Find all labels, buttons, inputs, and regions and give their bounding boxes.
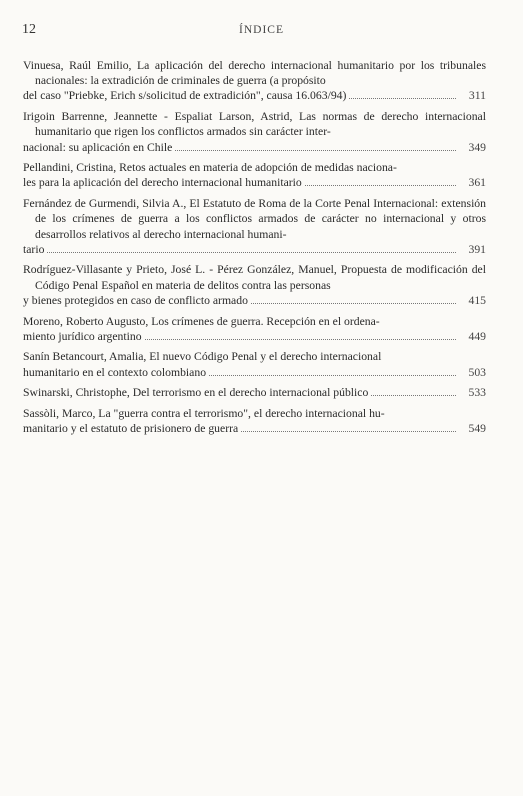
dot-leader [145,339,456,340]
toc-entry-text: Sanín Betancourt, Amalia, El nuevo Código Penal y el derecho internacional [23,350,382,364]
toc-entry-last-text: Swinarski, Christophe, Del terrorismo en el derecho internacional público [23,386,369,400]
toc-entry-last-text: tario [23,242,45,256]
toc-entry-last-line [23,140,486,155]
toc-entry-last-text: manitario y el estatuto de prisionero de guerra [23,422,239,436]
toc-page-number: 361 [468,176,486,190]
toc-page-number: 415 [468,293,486,307]
toc-entry-text: Fernández de Gurmendi, Silvia A., El Estatuto de Roma de la Corte Penal Internacional: extensión de los crímenes de guerra a los conflictos armados de carácter no internacional y otros desarrollos relativos al derecho internacional humani- [23,197,486,241]
toc-entry[interactable] [23,58,486,104]
toc-entry-last-text: nacional: su aplicación en Chile [23,140,173,154]
toc-entry[interactable] [23,196,486,257]
dot-leader [305,185,456,186]
toc-entry-last-text: les para la aplicación del derecho internacional humanitario [23,176,302,190]
dot-leader [241,431,456,432]
dot-leader [371,395,456,396]
toc-page-number: 549 [468,422,486,436]
toc-entry[interactable] [23,385,486,400]
toc-entry-text: Rodríguez-Villasante y Prieto, José L. - Pérez González, Manuel, Propuesta de modificación del Código Penal Español en materia de delitos contra las personas [23,263,486,292]
toc-page-number: 533 [468,386,486,400]
toc-entry-last-line [23,365,486,380]
dot-leader [209,375,456,376]
toc-entry-text: Sassòli, Marco, La "guerra contra el terrorismo", el derecho internacional hu- [23,407,385,421]
toc-entry[interactable] [23,160,486,190]
toc-page-number: 449 [468,329,486,343]
toc-entry-last-line [23,242,486,257]
toc-page-number: 311 [468,89,486,103]
toc-entry-last-line [23,421,486,436]
toc-entry-last-line [23,385,486,400]
toc-entry-text: Pellandini, Cristina, Retos actuales en materia de adopción de medidas naciona- [23,161,397,175]
toc-entry-last-text: del caso "Priebke, Erich s/solicitud de extradición", causa 16.063/94) [23,89,347,103]
toc-entry-text: Vinuesa, Raúl Emilio, La aplicación del derecho internacional humanitario por los tribunales nacionales: la extradición de criminales de guerra (a propósito [23,59,486,88]
toc-entry[interactable] [23,109,486,155]
page-number: 12 [22,22,36,37]
toc-entry[interactable] [23,262,486,308]
toc-entry-last-line [23,88,486,103]
dot-leader [47,252,456,253]
toc-entry-last-text: miento jurídico argentino [23,329,142,343]
toc-entry[interactable] [23,406,486,436]
toc-page-number: 503 [468,365,486,379]
toc-entry-last-line [23,293,486,308]
toc-entry-text: Moreno, Roberto Augusto, Los crímenes de guerra. Recepción en el ordena- [23,314,380,328]
toc-entry-last-text: y bienes protegidos en caso de conflicto armado [23,293,248,307]
table-of-contents [23,58,486,442]
running-title: ÍNDICE [239,24,284,36]
toc-entry-text: Irigoin Barrenne, Jeannette - Espaliat Larson, Astrid, Las normas de derecho internacional humanitario que rigen los conflictos armados sin carácter inter- [23,110,486,139]
toc-page-number: 349 [468,140,486,154]
dot-leader [349,98,456,99]
dot-leader [175,150,456,151]
toc-entry-last-line [23,175,486,190]
toc-entry[interactable] [23,314,486,344]
dot-leader [251,303,456,304]
toc-entry-last-line [23,329,486,344]
toc-page-number: 391 [468,242,486,256]
toc-entry-last-text: humanitario en el contexto colombiano [23,365,207,379]
toc-entry[interactable] [23,349,486,379]
